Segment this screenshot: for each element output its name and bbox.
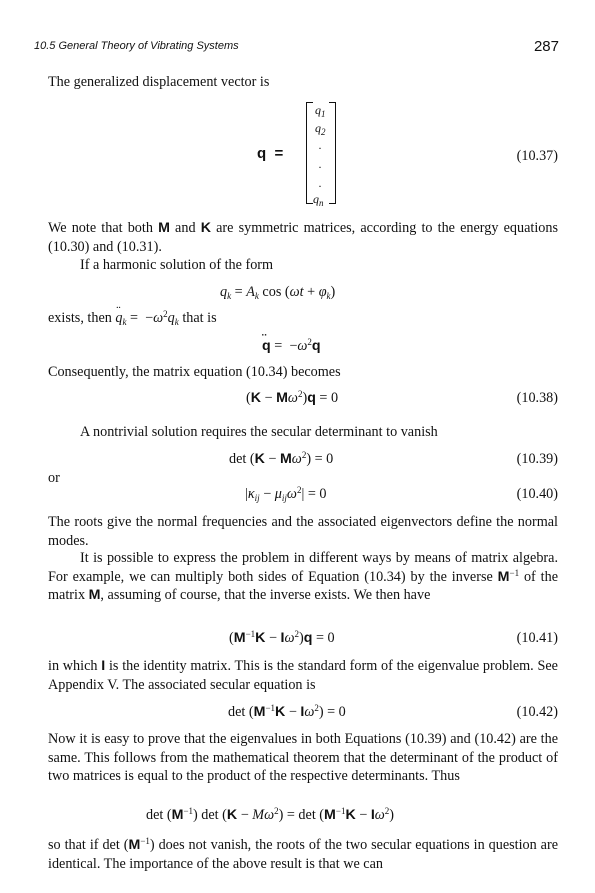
equation-10-39: $\det (K - M\omega^2) = 0$ xyxy=(229,450,334,467)
vector-dot-3: · xyxy=(318,179,322,193)
paragraph-conclusion: so that if $\det (M^{-1})$ does not vanish, the roots of the two secular equations in question are identical. The importance of the above result is that we can xyxy=(48,836,558,872)
equation-number-10-38: (10.38) xyxy=(516,390,558,406)
equation-10-40: $|\kappa_{ij} - \mu_{ij}\omega^2| = 0$ xyxy=(245,485,327,503)
paragraph-identity-matrix: in which I is the identity matrix. This is the standard form of the eigenvalue problem. See Appendix V. The associated secular equation is xyxy=(48,658,558,693)
paragraph-consequently: Consequently, the matrix equation (10.34) becomes xyxy=(48,364,341,380)
page-number: 287 xyxy=(533,38,559,55)
equation-determinant-product: $\det (M^{-1})$ $\det (K - M\omega^2) = \det (M^{-1}K - I\omega^2)$ xyxy=(146,806,395,823)
paragraph-symmetric-matrices: We note that both M and K are symmetric matrices, according to the energy equations (10.30) and (10.31). xyxy=(48,220,558,255)
equation-10-38: $(K - M\omega^2)q = 0$ xyxy=(246,389,339,406)
running-header: 10.5 General Theory of Vibrating Systems xyxy=(34,40,239,52)
paragraph-eigenvalues-same: Now it is easy to prove that the eigenvalues in both Equations (10.39) and (10.42) are the same. This follows from the mathematical theorem that the determinant of the product of two matrices is equal to the product of the respective determinants. Thus xyxy=(48,731,558,784)
vector-dot-1: · xyxy=(318,141,322,155)
equation-q-double-dot: ¨ $q = -\omega^2q$ xyxy=(262,337,321,355)
equation-10-41: $(M^{-1}K - I\omega^2)q = 0$ xyxy=(229,629,335,646)
or-label: or xyxy=(48,470,60,486)
left-bracket xyxy=(306,102,313,204)
vector-entry-q2: $q_2$ xyxy=(315,121,326,137)
equation-harmonic-form: $q_k = A_k$ $\cos (\omega t + \varphi_k)$ xyxy=(220,284,336,301)
paragraph-displacement-intro: The generalized displacement vector is xyxy=(48,74,270,90)
vector-dot-2: · xyxy=(318,160,322,174)
equation-number-10-37: (10.37) xyxy=(516,148,558,164)
equation-number-10-42: (10.42) xyxy=(516,704,558,720)
equation-10-42: $\det (M^{-1}K - I\omega^2) = 0$ xyxy=(228,703,346,720)
vector-entry-qn: $q_n$ xyxy=(313,192,324,208)
paragraph-exists-then: exists, then ¨ $q_k = -\omega^2q_k$ that is xyxy=(48,309,558,328)
paragraph-matrix-algebra: It is possible to express the problem in different ways by means of matrix algebra. For example, we can multiply both sides of Equation (10.34) by the inverse $M^{-1}$ of the matrix M, assuming of course, that the inverse exists. We then have xyxy=(48,550,559,603)
right-bracket xyxy=(329,102,336,204)
equation-number-10-40: (10.40) xyxy=(516,486,558,502)
equation-number-10-39: (10.39) xyxy=(516,451,558,467)
paragraph-nontrivial-solution: A nontrivial solution requires the secular determinant to vanish xyxy=(80,424,438,440)
equation-number-10-41: (10.41) xyxy=(516,630,558,646)
vector-entry-q1: $q_1$ xyxy=(315,103,326,119)
vector-q-symbol: q = xyxy=(257,145,284,162)
paragraph-harmonic-solution: If a harmonic solution of the form xyxy=(80,257,274,273)
paragraph-roots-normal-modes: The roots give the normal frequencies and the associated eigenvectors define the normal modes. xyxy=(48,514,558,549)
